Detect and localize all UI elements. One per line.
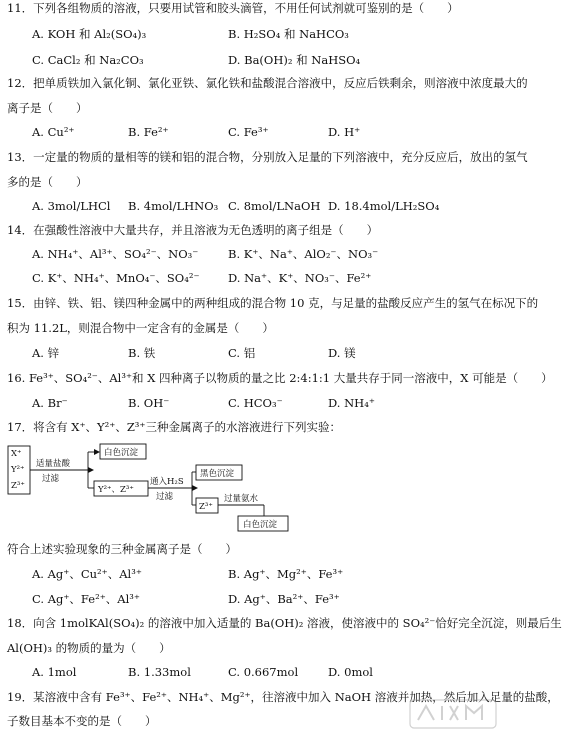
q13-option-a: A. 3mol/LHCl xyxy=(32,199,111,213)
q15-option-d: D. 镁 xyxy=(328,346,356,360)
ion-y: Y²⁺ xyxy=(11,465,25,475)
white-ppt-1: 白色沉淀 xyxy=(104,448,139,458)
ion-x: X⁺ xyxy=(11,449,22,459)
arrow-2-head xyxy=(192,485,198,491)
q11-option-a: A. KOH 和 Al₂(SO₄)₃ xyxy=(32,27,147,41)
z-ion: Z³⁺ xyxy=(199,502,213,512)
q14-option-c: C. K⁺、NH₄⁺、MnO₄⁻、SO₄²⁻ xyxy=(32,271,200,285)
q14-stem: 14．在强酸性溶液中大量共存，并且溶液为无色透明的离子组是（ ） xyxy=(7,223,379,237)
branch-up-1-head xyxy=(94,449,100,455)
filtrate-ions: Y²⁺、Z³⁺ xyxy=(98,485,134,495)
q16-option-c: C. HCO₃⁻ xyxy=(228,396,283,410)
q16-stem: 16. Fe³⁺、SO₄²⁻、Al³⁺和 X 四种离子以物质的量之比 2:4:1:1 大量共存于同一溶液中，X 可能是（ ） xyxy=(7,371,553,385)
watermark-logo xyxy=(408,696,500,732)
q13-option-b: B. 4mol/LHNO₃ xyxy=(128,199,219,213)
q18-option-d: D. 0mol xyxy=(328,665,373,679)
q18-option-b: B. 1.33mol xyxy=(128,665,191,679)
q17-option-b: B. Ag⁺、Mg²⁺、Fe³⁺ xyxy=(228,567,344,581)
step2-label-bottom: 过滤 xyxy=(156,492,174,502)
q11-stem: 11．下列各组物质的溶液，只要用试管和胶头滴管，不用任何试剂就可鉴别的是（ ） xyxy=(7,1,459,15)
q15-option-a: A. 锌 xyxy=(32,346,60,360)
step1-label-top: 适量盐酸 xyxy=(36,459,71,469)
q11-option-b: B. H₂SO₄ 和 NaHCO₃ xyxy=(228,27,349,41)
white-ppt-2: 白色沉淀 xyxy=(243,520,278,530)
q16-option-d: D. NH₄⁺ xyxy=(328,396,375,410)
q12-stem-line1: 12．把单质铁加入氯化铜、氯化亚铁、氯化铁和盐酸混合溶液中，反应后铁剩余，则溶液中浓度最大的 xyxy=(7,76,528,90)
step1-label-bottom: 过滤 xyxy=(42,474,60,484)
q18-option-a: A. 1mol xyxy=(32,665,77,679)
q15-option-b: B. 铁 xyxy=(128,346,156,360)
q19-stem-line1: 19．某溶液中含有 Fe³⁺、Fe²⁺、NH₄⁺、Mg²⁺，往溶液中加入 NaOH 溶液并加热，然后加入足量的盐酸， xyxy=(7,690,559,704)
q13-stem-line1: 13．一定量的物质的量相等的镁和铝的混合物，分别放入足量的下列溶液中，充分反应后，放出的氢气 xyxy=(7,150,528,164)
q11-option-d: D. Ba(OH)₂ 和 NaHSO₄ xyxy=(228,53,361,67)
q16-option-b: B. OH⁻ xyxy=(128,396,170,410)
q17-option-d: D. Ag⁺、Ba²⁺、Fe³⁺ xyxy=(228,592,340,606)
step3-label: 过量氨水 xyxy=(224,494,259,504)
q14-option-b: B. K⁺、Na⁺、AlO₂⁻、NO₃⁻ xyxy=(228,247,379,261)
q12-option-d: D. H⁺ xyxy=(328,125,361,139)
ion-z: Z³⁺ xyxy=(11,481,25,491)
q18-stem-line2: Al(OH)₃ 的物质的量为（ ） xyxy=(7,641,171,655)
q15-stem-line1: 15．由锌、铁、铝、镁四种金属中的两种组成的混合物 10 克，与足量的盐酸反应产生的氢气在标况下的 xyxy=(7,296,539,310)
q12-option-b: B. Fe²⁺ xyxy=(128,125,169,139)
step2-label-top: 通入H₂S xyxy=(150,477,184,487)
q16-option-a: A. Br⁻ xyxy=(32,396,68,410)
q13-stem-line2: 多的是（ ） xyxy=(7,175,88,189)
q17-option-a: A. Ag⁺、Cu²⁺、Al³⁺ xyxy=(32,567,142,581)
arrow-1-head xyxy=(88,467,94,473)
q12-option-c: C. Fe³⁺ xyxy=(228,125,269,139)
black-ppt: 黑色沉淀 xyxy=(200,469,235,479)
q13-option-d: D. 18.4mol/LH₂SO₄ xyxy=(328,199,440,213)
q18-stem-line1: 18．向含 1molKAl(SO₄)₂ 的溶液中加入适量的 Ba(OH)₂ 溶液，使溶液中的 SO₄²⁻恰好完全沉淀，则最后生 xyxy=(7,616,562,630)
q13-option-c: C. 8mol/LNaOH xyxy=(228,199,321,213)
q19-stem-line2: 子数目基本不变的是（ ） xyxy=(7,714,157,728)
q17-question: 符合上述实验现象的三种金属离子是（ ） xyxy=(7,542,237,556)
q15-stem-line2: 积为 11.2L，则混合物中一定含有的金属是（ ） xyxy=(7,321,274,335)
q14-option-d: D. Na⁺、K⁺、NO₃⁻、Fe²⁺ xyxy=(228,271,372,285)
q12-option-a: A. Cu²⁺ xyxy=(32,125,75,139)
q18-option-c: C. 0.667mol xyxy=(228,665,299,679)
q12-stem-line2: 离子是（ ） xyxy=(7,101,88,115)
q11-option-c: C. CaCl₂ 和 Na₂CO₃ xyxy=(32,53,144,67)
q15-option-c: C. 铝 xyxy=(228,346,256,360)
q17-option-c: C. Ag⁺、Fe²⁺、Al³⁺ xyxy=(32,592,140,606)
q14-option-a: A. NH₄⁺、Al³⁺、SO₄²⁻、NO₃⁻ xyxy=(32,247,199,261)
q17-flow-diagram xyxy=(6,439,306,531)
q17-stem: 17．将含有 X⁺、Y²⁺、Z³⁺三种金属离子的水溶液进行下列实验： xyxy=(7,420,341,434)
